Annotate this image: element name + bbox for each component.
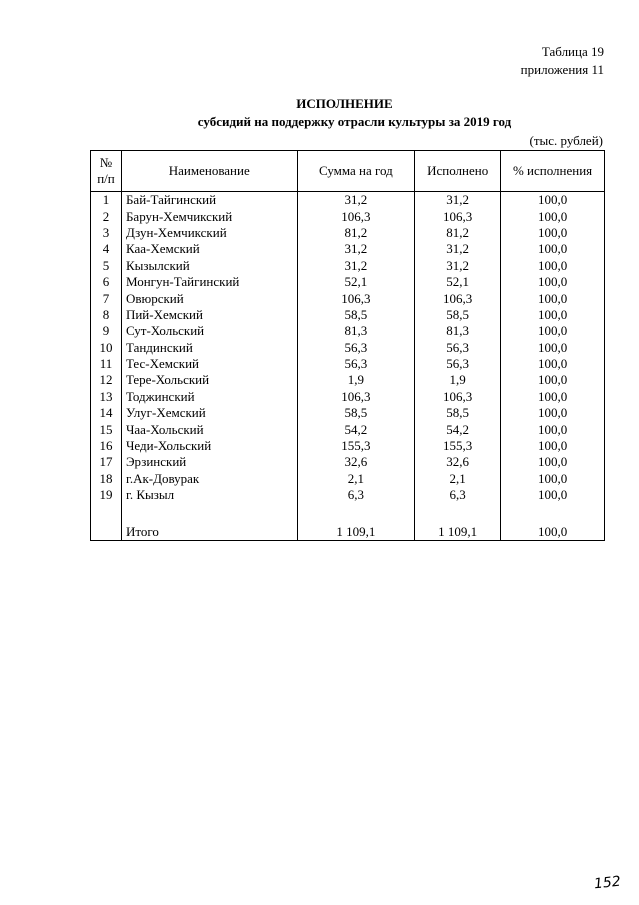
annual-sum: 155,3	[297, 438, 415, 454]
executed-amount: 58,5	[415, 405, 501, 421]
executed-amount: 6,3	[415, 487, 501, 503]
annual-sum: 56,3	[297, 356, 415, 372]
annual-sum: 106,3	[297, 389, 415, 405]
execution-percent: 100,0	[501, 421, 605, 437]
district-name: Тандинский	[121, 340, 297, 356]
executed-amount: 56,3	[415, 356, 501, 372]
total-row	[91, 523, 605, 540]
table-row	[91, 241, 605, 257]
execution-percent: 100,0	[501, 208, 605, 224]
execution-percent: 100,0	[501, 372, 605, 388]
spacer-row	[91, 503, 605, 523]
executed-amount: 54,2	[415, 421, 501, 437]
annual-sum: 31,2	[297, 241, 415, 257]
executed-amount: 106,3	[415, 389, 501, 405]
executed-amount: 31,2	[415, 241, 501, 257]
total-executed: 1 109,1	[415, 523, 501, 540]
row-number: 9	[91, 323, 122, 339]
district-name: Барун-Хемчикский	[121, 208, 297, 224]
row-number: 13	[91, 389, 122, 405]
table-row	[91, 405, 605, 421]
table-row	[91, 340, 605, 356]
execution-percent: 100,0	[501, 258, 605, 274]
row-number: 11	[91, 356, 122, 372]
annual-sum: 81,3	[297, 323, 415, 339]
annual-sum: 2,1	[297, 471, 415, 487]
executed-amount: 58,5	[415, 307, 501, 323]
annual-sum: 58,5	[297, 307, 415, 323]
district-name: Кызылский	[121, 258, 297, 274]
annual-sum: 54,2	[297, 421, 415, 437]
district-name: Овюрский	[121, 290, 297, 306]
execution-percent: 100,0	[501, 487, 605, 503]
appendix-reference: приложения 11	[520, 62, 604, 77]
annual-sum: 31,2	[297, 192, 415, 209]
executed-amount: 81,2	[415, 225, 501, 241]
column-header-number	[91, 151, 122, 192]
table-row	[91, 274, 605, 290]
annual-sum: 58,5	[297, 405, 415, 421]
row-number: 19	[91, 487, 122, 503]
table-row	[91, 192, 605, 209]
annual-sum: 81,2	[297, 225, 415, 241]
units-note: (тыс. рублей)	[529, 133, 603, 148]
total-sum: 1 109,1	[297, 523, 415, 540]
execution-percent: 100,0	[501, 405, 605, 421]
table-row	[91, 356, 605, 372]
row-number: 6	[91, 274, 122, 290]
district-name: Пий-Хемский	[121, 307, 297, 323]
table-row	[91, 225, 605, 241]
executed-amount: 31,2	[415, 192, 501, 209]
table-header-row	[91, 151, 605, 192]
annual-sum: 52,1	[297, 274, 415, 290]
total-percent: 100,0	[501, 523, 605, 540]
table-row	[91, 307, 605, 323]
annual-sum: 56,3	[297, 340, 415, 356]
total-label: Итого	[121, 523, 297, 540]
table-row	[91, 290, 605, 306]
annual-sum: 106,3	[297, 290, 415, 306]
table-row	[91, 323, 605, 339]
district-name: г.Ак-Довурак	[121, 471, 297, 487]
row-number: 16	[91, 438, 122, 454]
title-heading: ИСПОЛНЕНИЕ	[296, 96, 393, 111]
district-name: Тере-Хольский	[121, 372, 297, 388]
row-number: 14	[91, 405, 122, 421]
column-header-percent: % исполнения	[501, 151, 605, 192]
district-name: Бай-Тайгинский	[121, 192, 297, 209]
table-row	[91, 389, 605, 405]
column-header-executed: Исполнено	[415, 151, 501, 192]
table-row	[91, 421, 605, 437]
table-row	[91, 258, 605, 274]
executed-amount: 1,9	[415, 372, 501, 388]
execution-percent: 100,0	[501, 356, 605, 372]
execution-percent: 100,0	[501, 454, 605, 470]
district-name: Чеди-Хольский	[121, 438, 297, 454]
execution-percent: 100,0	[501, 438, 605, 454]
annual-sum: 6,3	[297, 487, 415, 503]
executed-amount: 106,3	[415, 290, 501, 306]
executed-amount: 32,6	[415, 454, 501, 470]
executed-amount: 155,3	[415, 438, 501, 454]
column-header-number-line1: №	[99, 155, 113, 170]
table-row	[91, 372, 605, 388]
annual-sum: 106,3	[297, 208, 415, 224]
district-name: Дзун-Хемчикский	[121, 225, 297, 241]
table-reference	[521, 43, 604, 79]
row-number: 3	[91, 225, 122, 241]
execution-percent: 100,0	[501, 340, 605, 356]
execution-percent: 100,0	[501, 274, 605, 290]
district-name: г. Кызыл	[121, 487, 297, 503]
district-name: Чаа-Хольский	[121, 421, 297, 437]
district-name: Сут-Хольский	[121, 323, 297, 339]
executed-amount: 52,1	[415, 274, 501, 290]
execution-percent: 100,0	[501, 290, 605, 306]
row-number: 4	[91, 241, 122, 257]
district-name: Улуг-Хемский	[121, 405, 297, 421]
subsidy-table	[90, 150, 605, 541]
execution-percent: 100,0	[501, 323, 605, 339]
row-number: 18	[91, 471, 122, 487]
district-name: Эрзинский	[121, 454, 297, 470]
document-title	[0, 95, 639, 131]
row-number: 17	[91, 454, 122, 470]
table-row	[91, 454, 605, 470]
district-name: Тоджинский	[121, 389, 297, 405]
annual-sum: 32,6	[297, 454, 415, 470]
column-header-name: Наименование	[121, 151, 297, 192]
district-name: Каа-Хемский	[121, 241, 297, 257]
executed-amount: 31,2	[415, 258, 501, 274]
annual-sum: 1,9	[297, 372, 415, 388]
executed-amount: 106,3	[415, 208, 501, 224]
district-name: Тес-Хемский	[121, 356, 297, 372]
executed-amount: 56,3	[415, 340, 501, 356]
row-number: 12	[91, 372, 122, 388]
execution-percent: 100,0	[501, 241, 605, 257]
column-header-sum: Сумма на год	[297, 151, 415, 192]
page-number: 152	[593, 873, 622, 893]
row-number: 7	[91, 290, 122, 306]
annual-sum: 31,2	[297, 258, 415, 274]
executed-amount: 81,3	[415, 323, 501, 339]
district-name: Монгун-Тайгинский	[121, 274, 297, 290]
row-number: 2	[91, 208, 122, 224]
execution-percent: 100,0	[501, 471, 605, 487]
title-subheading: субсидий на поддержку отрасли культуры за 2019 год	[197, 114, 512, 129]
table-row	[91, 471, 605, 487]
row-number: 15	[91, 421, 122, 437]
table-row	[91, 208, 605, 224]
total-number-cell	[91, 523, 122, 540]
row-number: 5	[91, 258, 122, 274]
execution-percent: 100,0	[501, 389, 605, 405]
column-header-number-line2: п/п	[97, 171, 115, 186]
table-row	[91, 487, 605, 503]
row-number: 8	[91, 307, 122, 323]
table-body	[91, 192, 605, 541]
executed-amount: 2,1	[415, 471, 501, 487]
execution-percent: 100,0	[501, 307, 605, 323]
table-row	[91, 438, 605, 454]
table-number: Таблица 19	[541, 44, 604, 59]
row-number: 1	[91, 192, 122, 209]
execution-percent: 100,0	[501, 225, 605, 241]
execution-percent: 100,0	[501, 192, 605, 209]
row-number: 10	[91, 340, 122, 356]
